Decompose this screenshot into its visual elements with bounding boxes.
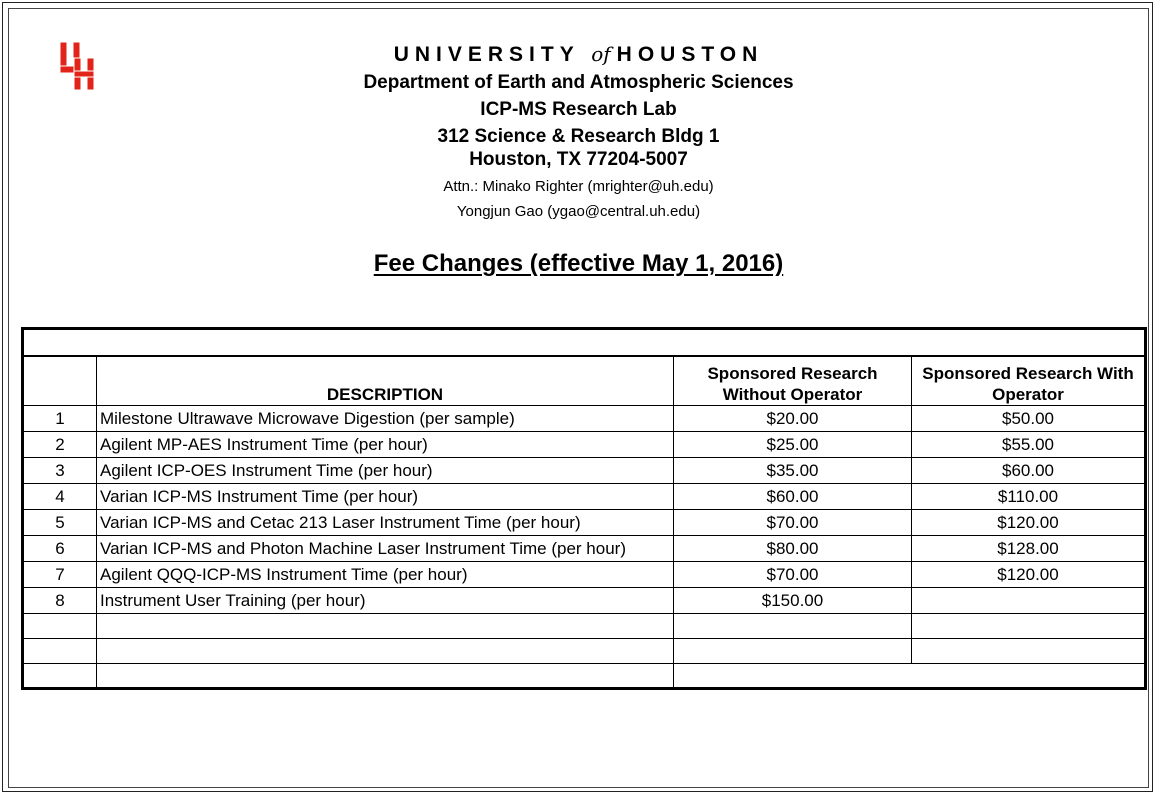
- row-number: 8: [23, 588, 97, 614]
- empty-table-row: [23, 614, 1146, 639]
- row-number: 4: [23, 484, 97, 510]
- university-left: UNIVERSITY: [393, 43, 580, 66]
- row-number: 2: [23, 432, 97, 458]
- empty-cell: [674, 639, 912, 664]
- row-description: Agilent QQQ-ICP-MS Instrument Time (per hour): [97, 562, 674, 588]
- row-price-without-operator: $35.00: [674, 458, 912, 484]
- empty-cell: [912, 639, 1146, 664]
- header-num: [23, 356, 97, 406]
- table-row: [23, 458, 1146, 484]
- row-description: Milestone Ultrawave Microwave Digestion (per sample): [97, 406, 674, 432]
- row-description: Varian ICP-MS Instrument Time (per hour): [97, 484, 674, 510]
- row-price-with-operator: $50.00: [912, 406, 1146, 432]
- row-price-without-operator: $25.00: [674, 432, 912, 458]
- row-price-without-operator: $20.00: [674, 406, 912, 432]
- row-price-with-operator: $120.00: [912, 562, 1146, 588]
- row-price-without-operator: $150.00: [674, 588, 912, 614]
- fee-title-text: Fee Changes (effective May 1, 2016): [373, 250, 784, 277]
- university-right: HOUSTON: [616, 43, 764, 66]
- row-price-with-operator: $120.00: [912, 510, 1146, 536]
- empty-cell-wide: [674, 664, 1146, 689]
- lab-name: ICP-MS Research Lab: [480, 99, 677, 120]
- empty-cell: [97, 639, 674, 664]
- table-row: [23, 432, 1146, 458]
- row-number: 6: [23, 536, 97, 562]
- empty-table-row: [23, 664, 1146, 689]
- table-row: [23, 536, 1146, 562]
- row-price-with-operator: $55.00: [912, 432, 1146, 458]
- header-description: DESCRIPTION: [97, 356, 674, 406]
- row-description: Varian ICP-MS and Cetac 213 Laser Instrument Time (per hour): [97, 510, 674, 536]
- row-price-without-operator: $70.00: [674, 510, 912, 536]
- row-price-without-operator: $60.00: [674, 484, 912, 510]
- city-address: Houston, TX 77204-5007: [469, 149, 688, 170]
- row-price-without-operator: $70.00: [674, 562, 912, 588]
- department-name: Department of Earth and Atmospheric Sciences: [363, 72, 794, 93]
- building-address: 312 Science & Research Bldg 1: [437, 126, 720, 147]
- row-number: 1: [23, 406, 97, 432]
- table-row: [23, 484, 1146, 510]
- empty-cell: [97, 614, 674, 639]
- university-of: of: [591, 42, 611, 66]
- empty-cell: [674, 614, 912, 639]
- university-name: [0, 42, 1157, 67]
- table-row: [23, 406, 1146, 432]
- attn-contact-2: Yongjun Gao (ygao@central.uh.edu): [456, 203, 701, 220]
- row-number: 5: [23, 510, 97, 536]
- table-row: [23, 510, 1146, 536]
- row-description: Instrument User Training (per hour): [97, 588, 674, 614]
- empty-cell: [23, 664, 97, 689]
- empty-cell: [23, 614, 97, 639]
- row-price-without-operator: $80.00: [674, 536, 912, 562]
- empty-cell: [97, 664, 674, 689]
- header-without-operator: Sponsored Research Without Operator: [674, 356, 912, 406]
- row-number: 3: [23, 458, 97, 484]
- fee-table: [21, 327, 1147, 690]
- table-row: [23, 588, 1146, 614]
- empty-table-row: [23, 639, 1146, 664]
- table-row: [23, 562, 1146, 588]
- attn-contact-1: Attn.: Minako Righter (mrighter@uh.edu): [443, 178, 714, 195]
- row-price-with-operator: [912, 588, 1146, 614]
- row-description: Varian ICP-MS and Photon Machine Laser Instrument Time (per hour): [97, 536, 674, 562]
- table-top-spacer-row: [23, 329, 1146, 356]
- row-price-with-operator: $110.00: [912, 484, 1146, 510]
- header-with-operator: Sponsored Research With Operator: [912, 356, 1146, 406]
- row-description: Agilent ICP-OES Instrument Time (per hour): [97, 458, 674, 484]
- empty-cell: [912, 614, 1146, 639]
- empty-cell: [23, 639, 97, 664]
- row-price-with-operator: $60.00: [912, 458, 1146, 484]
- fee-title: [0, 250, 1157, 278]
- row-price-with-operator: $128.00: [912, 536, 1146, 562]
- table-top-spacer-cell: [23, 329, 1146, 356]
- row-number: 7: [23, 562, 97, 588]
- table-header-row: [23, 356, 1146, 406]
- row-description: Agilent MP-AES Instrument Time (per hour): [97, 432, 674, 458]
